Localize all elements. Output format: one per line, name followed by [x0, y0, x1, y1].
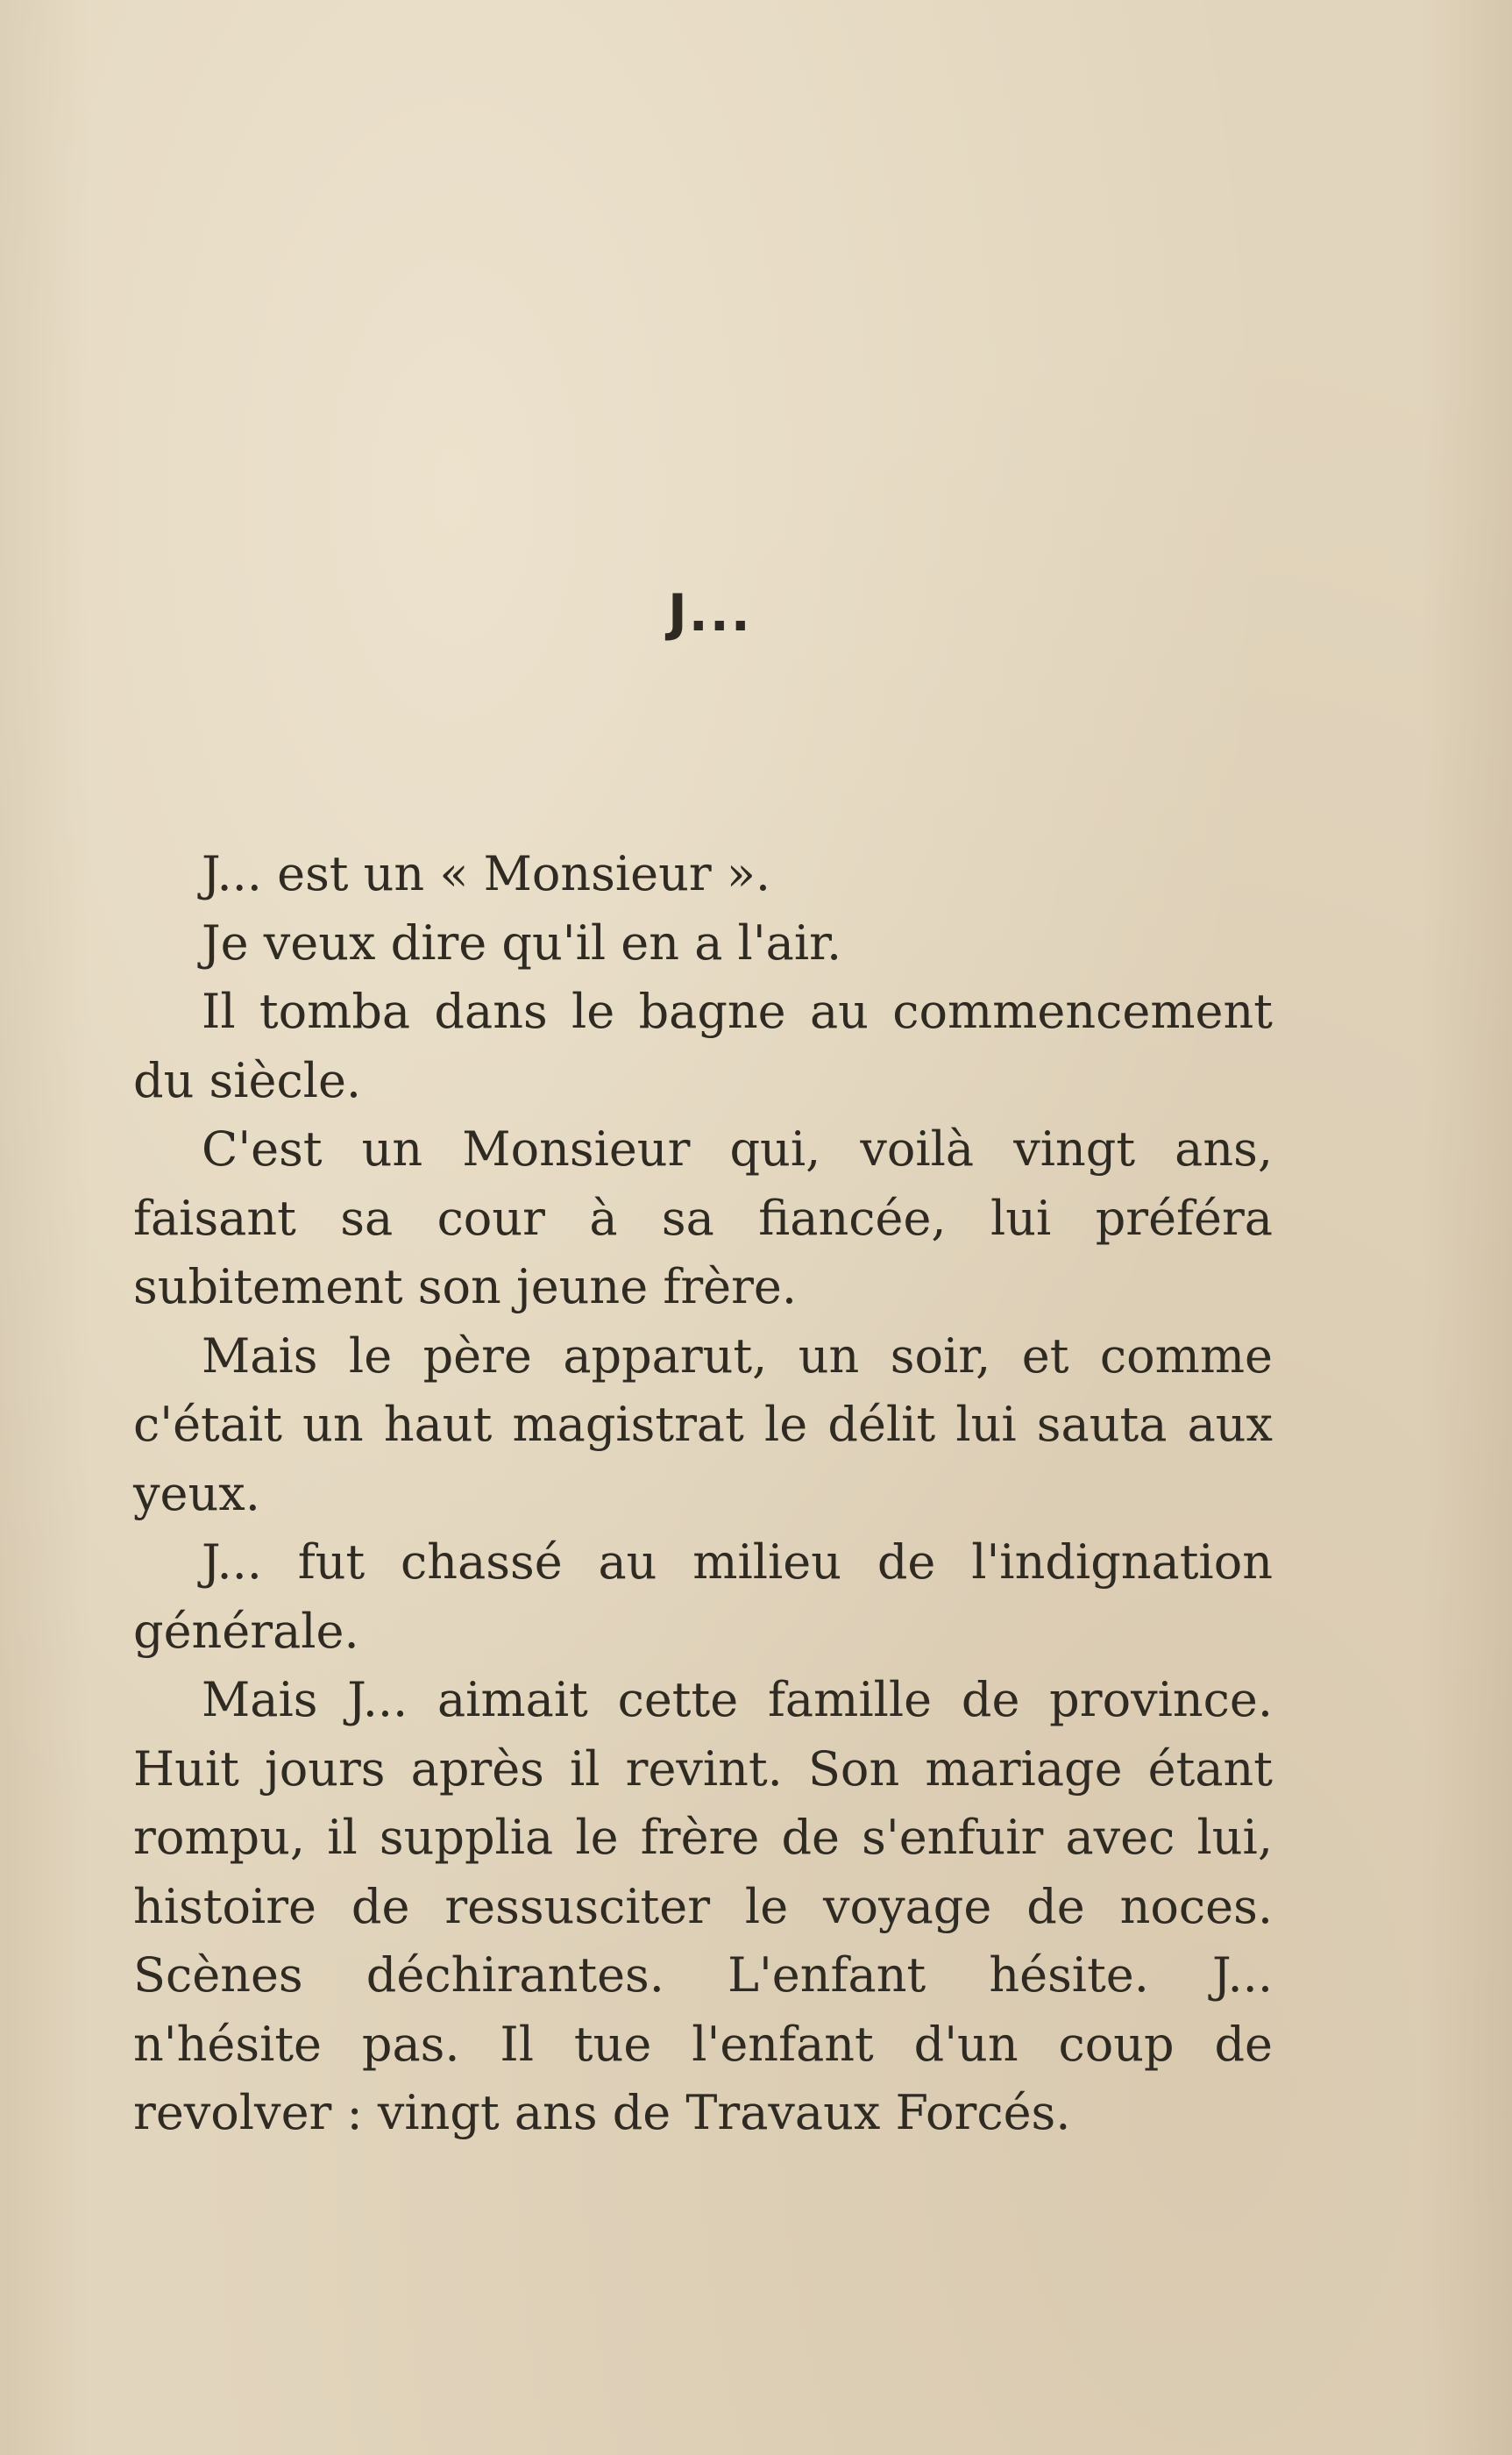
body-text — [133, 840, 1273, 2148]
paragraph: J... fut chassé au milieu de l'indignation générale. — [133, 1534, 1273, 1659]
paragraph: Je veux dire qu'il en a l'air. — [202, 914, 842, 971]
paragraph: Il tomba dans le bagne au commencement du siècle. — [133, 984, 1273, 1108]
paragraph: Mais le père apparut, un soir, et comme c'était un haut magistrat le délit lui sauta aux yeux. — [133, 1327, 1273, 1521]
chapter-title: J... — [668, 583, 752, 643]
paragraph: C'est un Monsieur qui, voilà vingt ans, faisant sa cour à sa fiancée, lui préféra subitement son jeune frère. — [133, 1121, 1273, 1314]
paragraph: Mais J... aimait cette famille de province. Huit jours après il revint. Son mariage étant rompu, il supplia le frère de s'enfuir avec lui, histoire de ressusciter le voyage de noces. Scènes déchirantes. L'enfant hésite. J... n'hésite pas. Il tue l'enfant d'un coup de revolver : vingt ans de Travaux Forcés. — [133, 1672, 1273, 2140]
paragraph: J... est un « Monsieur ». — [202, 846, 771, 901]
